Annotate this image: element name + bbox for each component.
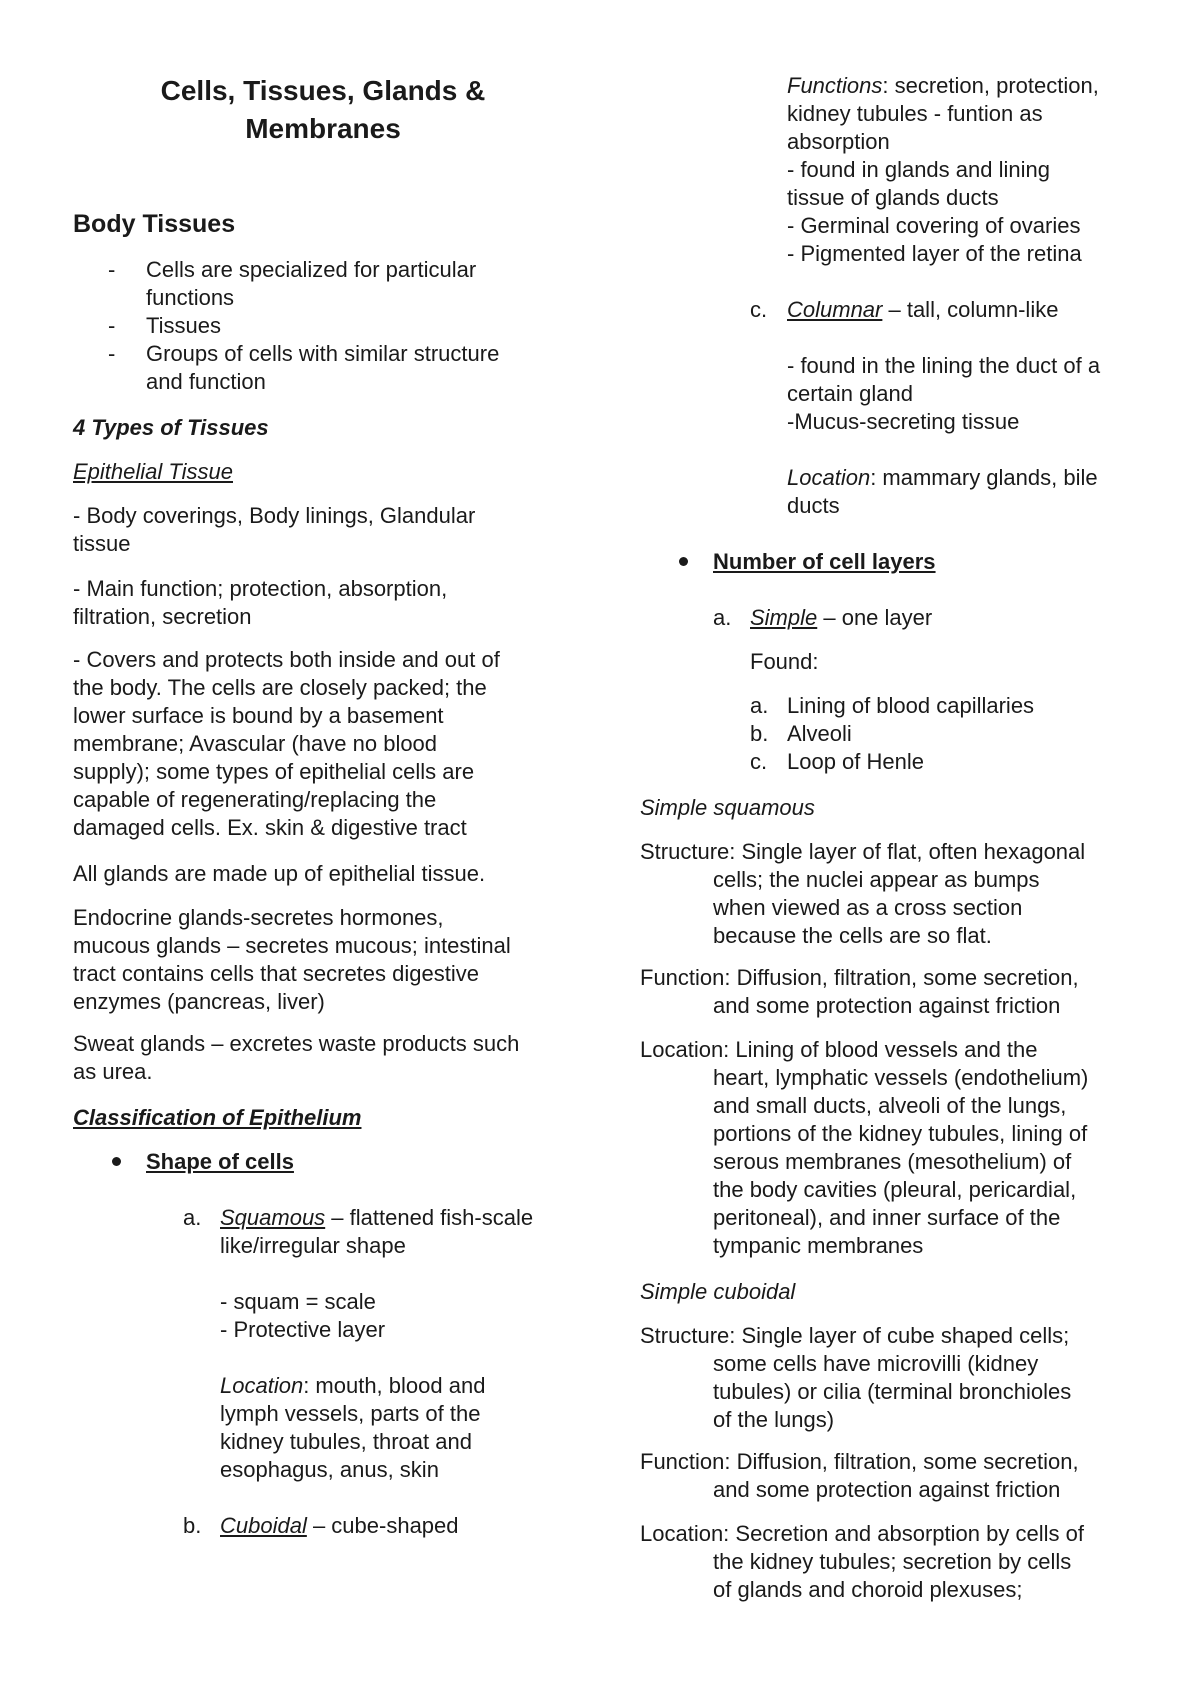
simple-squamous-structure: Structure: Single layer of flat, often hexagonal cells; the nuclei appear as bumps when viewed as a cross section because the cells are so flat. [640, 839, 1086, 948]
squamous-item: Squamous – flattened fish-scale like/irregular shape [220, 1205, 534, 1258]
simple-cuboidal-location: Location: Secretion and absorption by cells of the kidney tubules; secretion by cells of glands and choroid plexuses; [640, 1521, 1084, 1602]
found-item-2: Alveoli [787, 721, 852, 746]
layers-heading: Number of cell layers [713, 549, 936, 574]
body-tissues-item-3: Groups of cells with similar structure and function [146, 341, 500, 394]
bullet-icon [112, 1157, 121, 1166]
body-tissues-item-1: Cells are specialized for particular functions [146, 257, 477, 310]
glands-paragraph-1: All glands are made up of epithelial tissue. [73, 861, 486, 886]
found-label: Found: [750, 649, 819, 674]
simple-cuboidal-structure: Structure: Single layer of cube shaped cells; some cells have microvilli (kidney tubules) or cilia (terminal bronchioles of the lungs) [640, 1323, 1072, 1432]
squamous-notes: - squam = scale - Protective layer [220, 1289, 386, 1342]
simple-squamous-location: Location: Lining of blood vessels and the heart, lymphatic vessels (endothelium) and small ducts, alveoli of the lungs, portions of the kidney tubules, lining of serous membranes (mesothelium) of the body cavities (pleural, pericardial, peritoneal), and inner surface of the tympanic membranes [640, 1037, 1089, 1258]
list-marker: a. [750, 693, 769, 718]
list-marker: a. [183, 1205, 202, 1230]
dash-marker: - [108, 313, 116, 338]
simple-cuboidal-heading: Simple cuboidal [640, 1279, 796, 1304]
bullet-icon [679, 557, 688, 566]
simple-item: Simple – one layer [750, 605, 933, 630]
glands-paragraph-3: Sweat glands – excretes waste products such as urea. [73, 1031, 520, 1084]
dash-marker: - [108, 341, 116, 366]
cuboidal-functions: Functions: secretion, protection, kidney tubules - funtion as absorption - found in glands and lining tissue of glands ducts - Germinal covering of ovaries - Pigmented layer of the retina [787, 73, 1099, 266]
columnar-notes: - found in the lining the duct of a certain gland -Mucus-secreting tissue [787, 353, 1101, 434]
simple-squamous-function: Function: Diffusion, filtration, some secretion, and some protection against friction [640, 965, 1079, 1018]
epithelial-paragraph-2: - Main function; protection, absorption, filtration, secretion [73, 576, 448, 629]
list-marker: a. [713, 605, 732, 630]
dash-marker: - [108, 257, 116, 282]
cuboidal-item: Cuboidal – cube-shaped [220, 1513, 459, 1538]
simple-squamous-heading: Simple squamous [640, 795, 815, 820]
simple-cuboidal-function: Function: Diffusion, filtration, some secretion, and some protection against friction [640, 1449, 1079, 1502]
found-item-1: Lining of blood capillaries [787, 693, 1035, 718]
epithelial-paragraph-1: - Body coverings, Body linings, Glandular tissue [73, 503, 476, 556]
list-marker: b. [750, 721, 769, 746]
epithelial-paragraph-3: - Covers and protects both inside and out of the body. The cells are closely packed; the lower surface is bound by a basement membrane; Avascular (have no blood supply); some types of epithelial cells are capable of regenerating/replacing the damaged cells. Ex. skin & digestive tract [73, 647, 500, 840]
list-marker: c. [750, 297, 768, 322]
classification-heading: Classification of Epithelium [73, 1105, 362, 1130]
list-marker: c. [750, 749, 768, 774]
four-types-heading: 4 Types of Tissues [73, 415, 269, 440]
columnar-location: Location: mammary glands, bile ducts [787, 465, 1098, 518]
epithelial-heading: Epithelial Tissue [73, 459, 233, 484]
document-title: Cells, Tissues, Glands & Membranes [160, 75, 486, 144]
glands-paragraph-2: Endocrine glands-secretes hormones, mucous glands – secretes mucous; intestinal tract contains cells that secretes digestive enzymes (pancreas, liver) [73, 905, 511, 1014]
columnar-item: Columnar – tall, column-like [787, 297, 1059, 322]
found-item-3: Loop of Henle [787, 749, 924, 774]
squamous-location: Location: mouth, blood and lymph vessels, parts of the kidney tubules, throat and esophagus, anus, skin [220, 1373, 486, 1482]
list-marker: b. [183, 1513, 202, 1538]
body-tissues-heading: Body Tissues [73, 210, 236, 238]
shape-heading: Shape of cells [146, 1149, 294, 1174]
body-tissues-item-2: Tissues [146, 313, 221, 338]
